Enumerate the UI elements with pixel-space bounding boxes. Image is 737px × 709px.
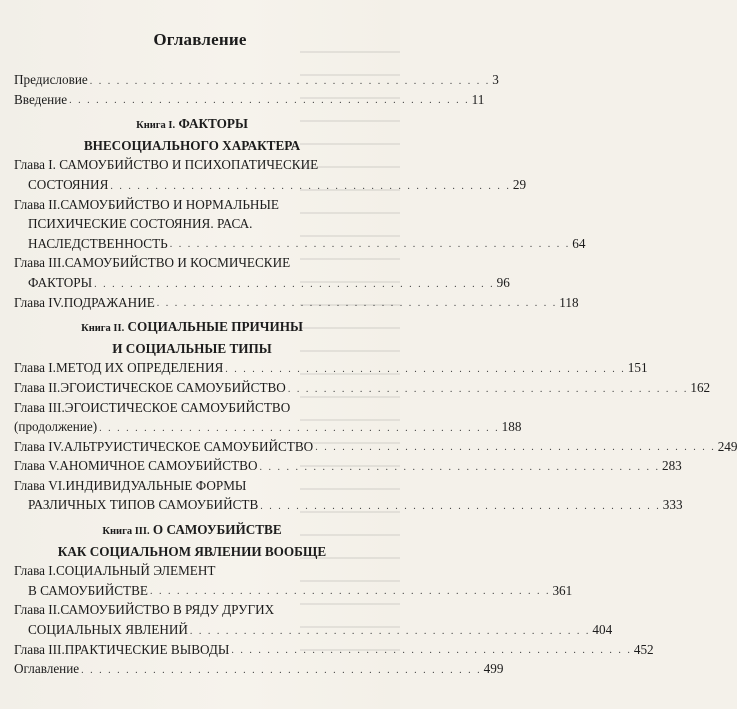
leader-dots: . . . . . . . . . . . . . . . . . . . . . . . . . . . . . . . . . . . . . . . . . . . . .: [169, 239, 571, 251]
leader-dots: . . . . . . . . . . . . . . . . . . . . . . . . . . . . . . . . . . . . . . . . . . . . .: [156, 298, 558, 310]
toc-entry: Оглавление . . . . . . . . . . . . . . . . . . . . . . . . . . . . . . . . . . . . . . . . . . . . . 499: [14, 659, 370, 679]
book-heading-line2: КАК СОЦИАЛЬНОМ ЯВЛЕНИИ ВООБЩЕ: [57, 543, 327, 559]
page-title: Оглавление: [153, 30, 247, 49]
toc-entry: Глава III.ПРАКТИЧЕСКИЕ ВЫВОДЫ . . . . . . . . . . . . . . . . . . . . . . . . . . . . . . . . . . . . . . . . . . . . . 452: [14, 640, 370, 660]
toc-entry: Глава IV.АЛЬТРУИСТИЧЕСКОЕ САМОУБИЙСТВО . . . . . . . . . . . . . . . . . . . . . . . . . . . . . . . . . . . . . . . . . . . . . 249: [14, 437, 370, 457]
leader-dots: . . . . . . . . . . . . . . . . . . . . . . . . . . . . . . . . . . . . . . . . . . . . .: [231, 645, 632, 657]
book-heading: Книга II. СОЦИАЛЬНЫЕ ПРИЧИНЫ: [81, 319, 303, 335]
chapter-title: Глава III.САМОУБИЙСТВО И КОСМИЧЕСКИЕ: [14, 255, 291, 271]
leader-dots: . . . . . . . . . . . . . . . . . . . . . . . . . . . . . . . . . . . . . . . . . . . . .: [94, 278, 495, 290]
chapter-title: Глава I. САМОУБИЙСТВО И ПСИХОПАТИЧЕСКИЕ: [14, 157, 319, 173]
leader-dots: . . . . . . . . . . . . . . . . . . . . . . . . . . . . . . . . . . . . . . . . . . . . .: [81, 664, 482, 676]
leader-dots: . . . . . . . . . . . . . . . . . . . . . . . . . . . . . . . . . . . . . . . . . . . . .: [225, 363, 626, 375]
toc-entry: Введение . . . . . . . . . . . . . . . . . . . . . . . . . . . . . . . . . . . . . . . . . . . . . 11: [14, 90, 370, 110]
toc-entry: СОСТОЯНИЯ . . . . . . . . . . . . . . . . . . . . . . . . . . . . . . . . . . . . . . . . . . . . . 29: [14, 175, 370, 195]
table-of-contents: [14, 70, 737, 679]
book-heading: Книга III. О САМОУБИЙСТВЕ: [102, 522, 282, 538]
leader-dots: . . . . . . . . . . . . . . . . . . . . . . . . . . . . . . . . . . . . . . . . . . . . .: [287, 383, 689, 395]
book-heading: Книга I. ФАКТОРЫ: [136, 116, 248, 132]
chapter-title: Глава I.СОЦИАЛЬНЫЙ ЭЛЕМЕНТ: [14, 563, 216, 579]
leader-dots: . . . . . . . . . . . . . . . . . . . . . . . . . . . . . . . . . . . . . . . . . . . . .: [260, 501, 661, 513]
leader-dots: . . . . . . . . . . . . . . . . . . . . . . . . . . . . . . . . . . . . . . . . . . . . .: [69, 95, 470, 107]
toc-entry: СОЦИАЛЬНЫХ ЯВЛЕНИЙ . . . . . . . . . . . . . . . . . . . . . . . . . . . . . . . . . . . . . . . . . . . . . 404: [14, 620, 370, 640]
leader-dots: . . . . . . . . . . . . . . . . . . . . . . . . . . . . . . . . . . . . . . . . . . . . .: [259, 461, 660, 473]
chapter-title: Глава II.САМОУБИЙСТВО В РЯДУ ДРУГИХ: [14, 602, 275, 618]
toc-entry: НАСЛЕДСТВЕННОСТЬ . . . . . . . . . . . . . . . . . . . . . . . . . . . . . . . . . . . . . . . . . . . . . 64: [14, 234, 370, 254]
leader-dots: . . . . . . . . . . . . . . . . . . . . . . . . . . . . . . . . . . . . . . . . . . . . .: [149, 586, 551, 598]
chapter-title: Глава III.ЭГОИСТИЧЕСКОЕ САМОУБИЙСТВО: [14, 399, 291, 415]
chapter-title-cont: ПСИХИЧЕСКИЕ СОСТОЯНИЯ. РАСА.: [28, 216, 253, 232]
toc-entry: В САМОУБИЙСТВЕ . . . . . . . . . . . . . . . . . . . . . . . . . . . . . . . . . . . . . . . . . . . . . 361: [14, 581, 370, 601]
toc-entry: Глава IV.ПОДРАЖАНИЕ . . . . . . . . . . . . . . . . . . . . . . . . . . . . . . . . . . . . . . . . . . . . . 118: [14, 293, 370, 313]
book-heading-line2: И СОЦИАЛЬНЫЕ ТИПЫ: [112, 340, 272, 356]
chapter-title: Глава II.САМОУБИЙСТВО И НОРМАЛЬНЫЕ: [14, 196, 279, 212]
toc-entry: Предисловие . . . . . . . . . . . . . . . . . . . . . . . . . . . . . . . . . . . . . . . . . . . . . 3: [14, 70, 370, 90]
chapter-title: Глава VI.ИНДИВИДУАЛЬНЫЕ ФОРМЫ: [14, 477, 247, 493]
toc-entry: РАЗЛИЧНЫХ ТИПОВ САМОУБИЙСТВ . . . . . . . . . . . . . . . . . . . . . . . . . . . . . . . . . . . . . . . . . . . . . 333: [14, 495, 370, 515]
toc-entry: ФАКТОРЫ . . . . . . . . . . . . . . . . . . . . . . . . . . . . . . . . . . . . . . . . . . . . . 96: [14, 273, 370, 293]
book-heading-line2: ВНЕСОЦИАЛЬНОГО ХАРАКТЕРА: [83, 137, 301, 153]
leader-dots: . . . . . . . . . . . . . . . . . . . . . . . . . . . . . . . . . . . . . . . . . . . . .: [189, 625, 591, 637]
leader-dots: . . . . . . . . . . . . . . . . . . . . . . . . . . . . . . . . . . . . . . . . . . . . .: [315, 442, 716, 454]
toc-entry: Глава V.АНОМИЧНОЕ САМОУБИЙСТВО . . . . . . . . . . . . . . . . . . . . . . . . . . . . . . . . . . . . . . . . . . . . . 283: [14, 456, 370, 476]
leader-dots: . . . . . . . . . . . . . . . . . . . . . . . . . . . . . . . . . . . . . . . . . . . . .: [110, 180, 511, 192]
toc-entry: Глава II.ЭГОИСТИЧЕСКОЕ САМОУБИЙСТВО . . . . . . . . . . . . . . . . . . . . . . . . . . . . . . . . . . . . . . . . . . . . . 162: [14, 378, 370, 398]
leader-dots: . . . . . . . . . . . . . . . . . . . . . . . . . . . . . . . . . . . . . . . . . . . . .: [99, 422, 500, 434]
toc-entry: Глава I.МЕТОД ИХ ОПРЕДЕЛЕНИЯ . . . . . . . . . . . . . . . . . . . . . . . . . . . . . . . . . . . . . . . . . . . . . 151: [14, 358, 370, 378]
toc-entry: (продолжение) . . . . . . . . . . . . . . . . . . . . . . . . . . . . . . . . . . . . . . . . . . . . . 188: [14, 417, 370, 437]
leader-dots: . . . . . . . . . . . . . . . . . . . . . . . . . . . . . . . . . . . . . . . . . . . . .: [89, 75, 491, 87]
